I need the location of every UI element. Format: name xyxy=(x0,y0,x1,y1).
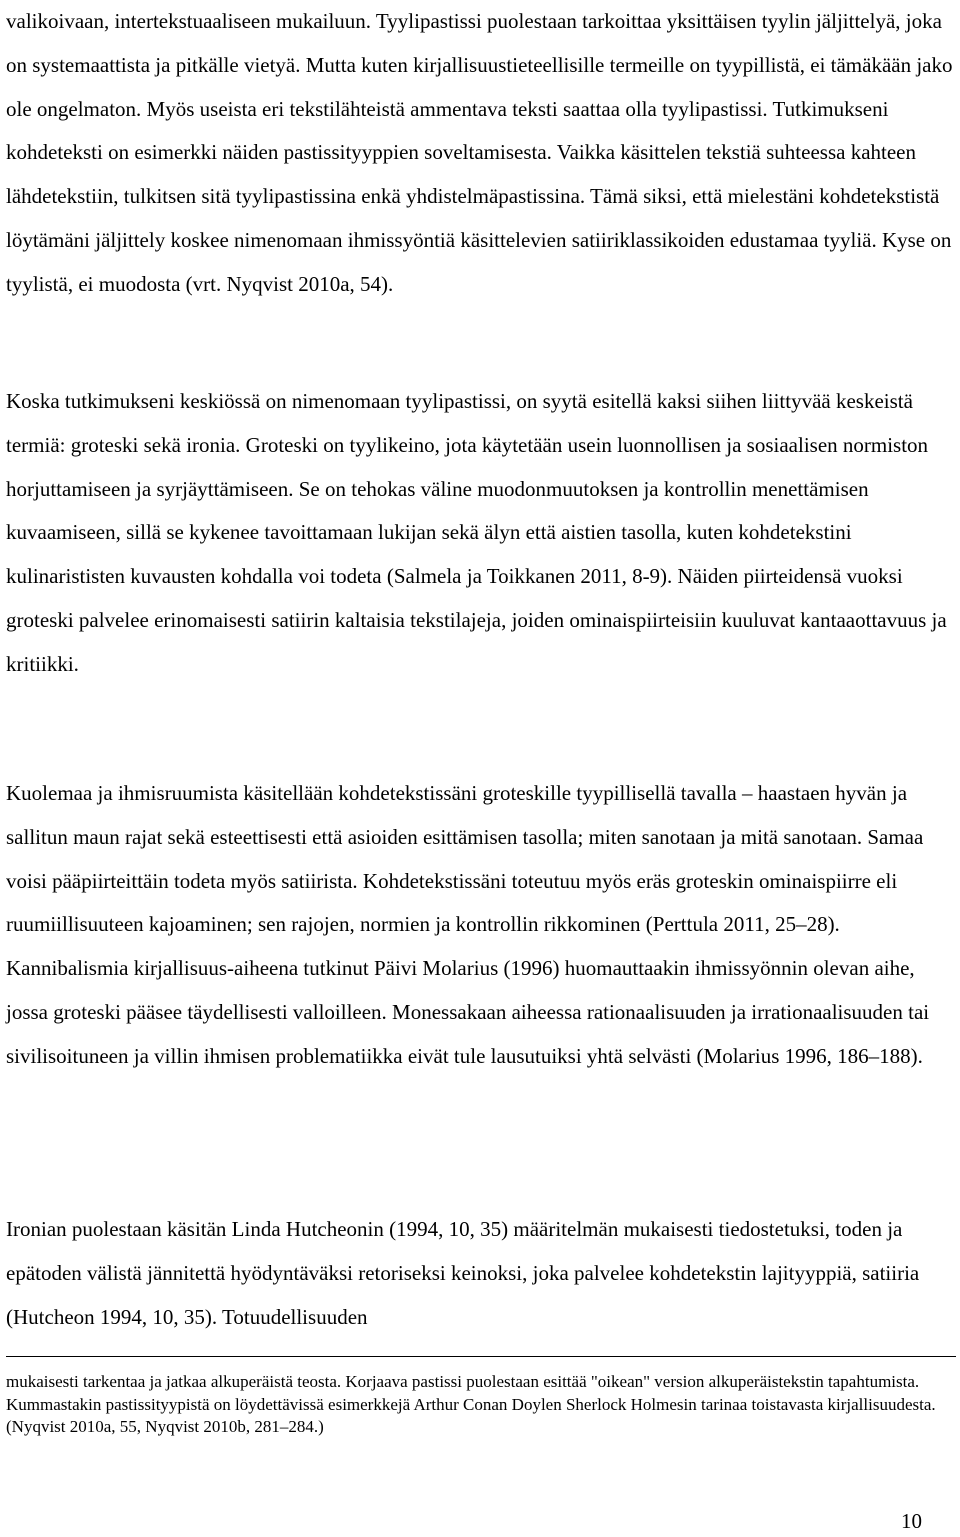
footnote-divider xyxy=(6,1356,956,1357)
footnote-text: mukaisesti tarkentaa ja jatkaa alkuperäistä teosta. Korjaava pastissi puolestaan esittää "oikean" version alkuperäistekstin tapahtumista. Kummastakin pastissityypistä on löydettävissä esimerkkejä Arthur Conan Doylen Sherlock Holmesin tarinaa toistavasta kirjallisuudesta. (Nyqvist 2010a, 55, Nyqvist 2010b, 281–284.) xyxy=(6,1372,936,1436)
paragraph-4-text: Ironian puolestaan käsitän Linda Hutcheonin (1994, 10, 35) määritelmän mukaisesti tiedostetuksi, toden ja epätoden välistä jännitettä hyödyntäväksi retoriseksi keinoksi, joka palvelee kohdetekstin lajityyppiä, satiiria (Hutcheon 1994, 10, 35). Totuudellisuuden xyxy=(6,1217,920,1329)
paragraph-3 xyxy=(6,772,956,1079)
page-number: 10 xyxy=(901,1509,922,1533)
paragraph-2-text: Koska tutkimukseni keskiössä on nimenomaan tyylipastissi, on syytä esitellä kaksi siihen liittyvää keskeistä termiä: groteski sekä ironia. Groteski on tyylikeino, jota käytetään usein luonnollisen ja sosiaalisen normiston horjuttamiseen ja syrjäyttämiseen. Se on tehokas väline muodonmuutoksen ja kontrollin menettämisen kuvaamiseen, sillä se kykenee tavoittamaan lukijan sekä älyn että aistien tasolla, kuten kohdetekstini kulinarististen kuvausten kohdalla voi todeta (Salmela ja Toikkanen 2011, 8-9). Näiden piirteidensä vuoksi groteski palvelee erinomaisesti satiirin kaltaisia tekstilajeja, joiden ominaispiirteisiin kuuluvat kantaaottavuus ja kritiikki. xyxy=(6,389,947,676)
paragraph-1 xyxy=(6,0,956,307)
paragraph-4 xyxy=(6,1208,956,1339)
paragraph-2 xyxy=(6,380,956,687)
paragraph-3-text: Kuolemaa ja ihmisruumista käsitellään kohdetekstissäni groteskille tyypillisellä tavalla – haastaen hyvän ja sallitun maun rajat sekä esteettisesti että asioiden esittämisen tasolla; miten sanotaan ja mitä sanotaan. Samaa voisi pääpiirteittäin todeta myös satiirista. Kohdetekstissäni toteutuu myös eräs groteskin ominaispiirre eli ruumiillisuuteen kajoaminen; sen rajojen, normien ja kontrollin rikkominen (Perttula 2011, 25–28). Kannibalismia kirjallisuus-aiheena tutkinut Päivi Molarius (1996) huomauttaakin ihmissyönnin olevan aihe, jossa groteski pääsee täydellisesti valloilleen. Monessakaan aiheessa rationaalisuuden ja irrationaalisuuden tai sivilisoituneen ja villin ihmisen problematiikka eivät tule lausutuiksi yhtä selvästi (Molarius 1996, 186–188). xyxy=(6,781,930,1068)
paragraph-1-text: valikoivaan, intertekstuaaliseen mukailuun. Tyylipastissi puolestaan tarkoittaa yksittäisen tyylin jäljittelyä, joka on systemaattista ja pitkälle vietyä. Mutta kuten kirjallisuustieteellisille termeille on tyypillistä, ei tämäkään jako ole ongelmaton. Myös useista eri tekstilähteistä ammentava teksti saattaa olla tyylipastissi. Tutkimukseni kohdeteksti on esimerkki näiden pastissityyppien soveltamisesta. Vaikka käsittelen tekstiä suhteessa kahteen lähdetekstiin, tulkitsen sitä tyylipastissina enkä yhdistelmäpastissina. Tämä siksi, että mielestäni kohdetekstistä löytämäni jäljittely koskee nimenomaan ihmissyöntiä käsittelevien satiiriklassikoiden edustamaa tyyliä. Kyse on tyylistä, ei muodosta (vrt. Nyqvist 2010a, 54). xyxy=(6,9,953,296)
